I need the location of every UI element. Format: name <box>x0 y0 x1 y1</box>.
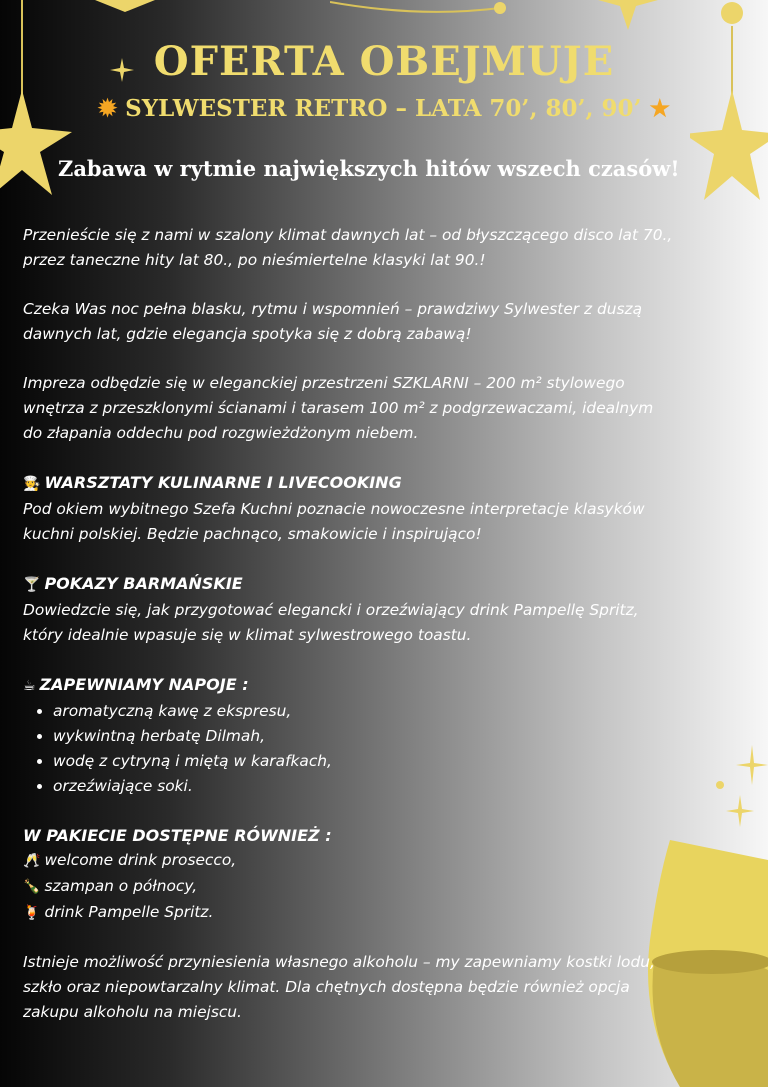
top-garland-decoration <box>330 0 530 20</box>
cocktail-glass-icon: 🍸 <box>23 577 41 593</box>
workshops-heading-text: WARSZTATY KULINARNE I LIVECOOKING <box>44 473 402 492</box>
page-subtitle <box>0 95 768 122</box>
top-star-decoration <box>95 0 155 14</box>
sparkle-icon: ✹ <box>97 95 118 122</box>
workshops-heading <box>23 470 673 497</box>
bartender-heading <box>23 571 673 598</box>
bartender-heading-text: POKAZY BARMAŃSKIE <box>44 574 243 593</box>
champagne-bottle-icon: 🍾 <box>23 879 41 895</box>
tropical-drink-icon: 🍹 <box>23 905 41 921</box>
clinking-glasses-icon: 🥂 <box>23 853 41 869</box>
sparkles-right-decoration <box>712 745 768 845</box>
chef-icon: 🧑‍🍳 <box>23 476 41 492</box>
drinks-list <box>23 699 673 799</box>
package-item: 🥂 welcome drink prosecco, <box>23 851 237 869</box>
coffee-cup-icon: ☕ <box>23 678 36 694</box>
workshops-text: Pod okiem wybitnego Szefa Kuchni poznacie nowoczesne interpretacje klasyków kuchni polskiej. Będzie pachnąco, smakowicie i inspirująco! <box>23 500 645 543</box>
offer-content <box>23 223 673 1025</box>
subtitle-text: SYLWESTER RETRO – LATA 70’, 80’, 90’ <box>125 95 642 122</box>
star-icon: ★ <box>649 95 671 122</box>
tagline: Zabawa w rytmie największych hitów wszech czasów! <box>58 156 680 181</box>
package-item: 🍹 drink Pampelle Spritz. <box>23 903 214 921</box>
list-item: • wodę z cytryną i miętą w karafkach, <box>53 749 673 774</box>
intro-paragraph: Impreza odbędzie się w eleganckiej przestrzeni SZKLARNI – 200 m² stylowego wnętrza z przeszklonymi ścianami i tarasem 100 m² z podgrzewaczami, idealnym do złapania oddechu pod rozgwieżdżonym niebem. <box>23 374 654 442</box>
intro-paragraph: Przenieście się z nami w szalony klimat dawnych lat – od błyszczącego disco lat 70., przez taneczne hity lat 80., po nieśmiertelne klasyki lat 90.! <box>23 226 673 269</box>
drinks-heading <box>23 672 673 699</box>
list-item: • aromatyczną kawę z ekspresu, <box>53 699 673 724</box>
drinks-heading-text: ZAPEWNIAMY NAPOJE : <box>39 675 249 694</box>
list-item: • orzeźwiające soki. <box>53 774 673 799</box>
intro-paragraph: Czeka Was noc pełna blasku, rytmu i wspomnień – prawdziwy Sylwester z duszą dawnych lat, gdzie elegancja spotyka się z dobrą zabawą! <box>23 300 643 343</box>
footer-note: Istnieje możliwość przyniesienia własnego alkoholu – my zapewniamy kostki lodu, szkło oraz niepowtarzalny klimat. Dla chętnych dostępna będzie również opcja zakupu alkoholu na miejscu. <box>23 953 655 1021</box>
top-right-star-decoration <box>598 0 658 32</box>
page-title: OFERTA OBEJMUJE <box>153 38 615 85</box>
bartender-text: Dowiedzcie się, jak przygotować elegancki i orzeźwiający drink Pampellę Spritz, który idealnie wpasuje się w klimat sylwestrowego toastu. <box>23 601 639 644</box>
list-item: • wykwintną herbatę Dilmah, <box>53 724 673 749</box>
package-heading: W PAKIECIE DOSTĘPNE RÓWNIEŻ : <box>23 826 332 845</box>
package-item: 🍾 szampan o północy, <box>23 877 198 895</box>
